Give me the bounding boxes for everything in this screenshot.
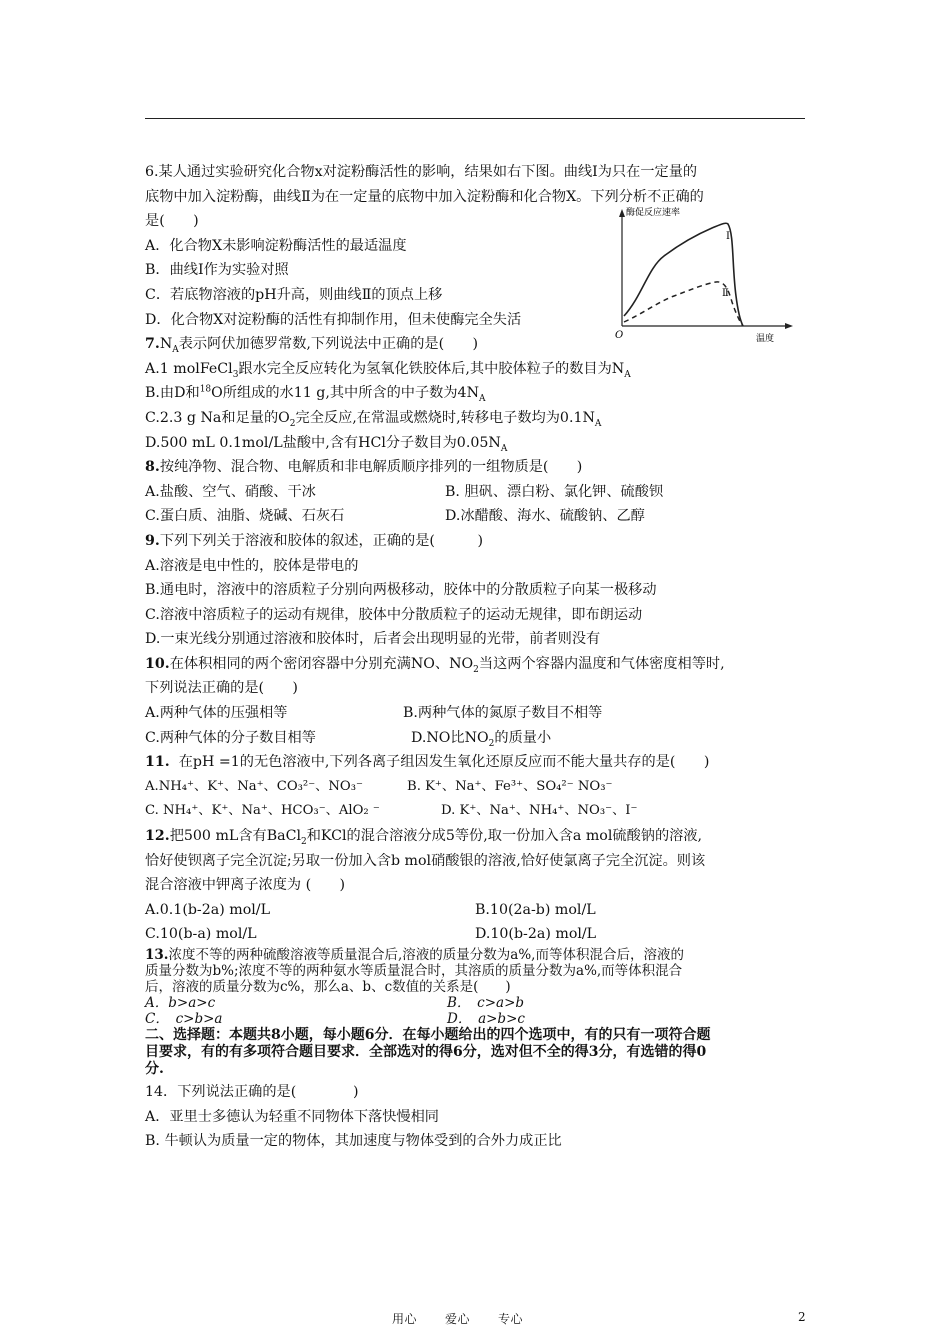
q13-line-1 xyxy=(145,947,810,963)
q10-stem-text: 在体积相同的两个密闭容器中分别充满NO、NO xyxy=(169,655,474,672)
q7-c-text-2: 完全反应,在常温或燃烧时,转移电子数均为0.1N xyxy=(295,409,595,426)
q8-stem xyxy=(145,455,810,480)
y-axis-arrow xyxy=(619,209,625,217)
q13-option-b: B． c>a>b xyxy=(447,995,525,1011)
q7-number: 7. xyxy=(145,336,160,353)
q7-a-text: A.1 molFeCl xyxy=(145,360,233,377)
q7-option-b xyxy=(145,381,810,406)
q11-number: 11. xyxy=(145,754,170,771)
q10-option-c: C.两种气体的分子数目相等 xyxy=(145,729,316,746)
q7-d-sub: A xyxy=(500,443,508,454)
q12-option-a: A.0.1(b-2a) mol/L xyxy=(145,901,270,918)
q11-options-ab xyxy=(145,775,810,800)
q7-option-c xyxy=(145,406,810,431)
q11-option-b: B. K⁺、Na⁺、Fe³⁺、SO₄²⁻ NO₃⁻ xyxy=(407,778,613,794)
q6-option-d: D．化合物X对淀粉酶的活性有抑制作用，但未使酶完全失活 xyxy=(145,311,522,328)
q14-stem: 14．下列说法正确的是( ) xyxy=(145,1084,359,1100)
q12-line-1 xyxy=(145,824,810,849)
q7-c-text: C.2.3 g Na和足量的O xyxy=(145,409,290,426)
section2-line-1: 二、选择题：本题共8小题，每小题6分．在每小题给出的四个选项中，有的只有一项符合题 xyxy=(145,1027,711,1043)
q9-stem xyxy=(145,529,810,554)
q8-number: 8. xyxy=(145,459,160,476)
q7-d-text: D.500 mL 0.1mol/L盐酸中,含有HCl分子数目为0.05N xyxy=(145,434,501,451)
q11-stem xyxy=(145,750,810,775)
q7-option-a xyxy=(145,357,810,382)
q6-line-3: 是( ) xyxy=(145,213,199,230)
q7-b-text: B.由D和 xyxy=(145,385,200,402)
q8-option-d: D.冰醋酸、海水、硫酸钠、乙醇 xyxy=(445,508,645,525)
q10-number: 10. xyxy=(145,655,170,672)
q6-line-1: 6.某人通过实验研究化合物x对淀粉酶活性的影响，结果如右下图。曲线Ⅰ为只在一定量的 xyxy=(145,164,698,180)
q12-options-cd xyxy=(145,922,810,947)
q12-number: 12. xyxy=(145,828,170,845)
q8-option-b: B. 胆矾、漂白粉、氯化钾、硫酸钡 xyxy=(445,483,664,500)
q11-option-a: A.NH₄⁺、K⁺、Na⁺、CO₃²⁻、NO₃⁻ xyxy=(145,778,363,794)
page-number: 2 xyxy=(798,1310,806,1324)
q8-option-a: A.盐酸、空气、硝酸、干冰 xyxy=(145,483,316,500)
q13-line-2: 质量分数为b%;浓度不等的两种氨水等质量混合时，其溶质的质量分数为a%,而等体积混合 xyxy=(145,963,683,979)
q10-stem-text-2: 当这两个容器内温度和气体密度相等时, xyxy=(478,655,725,672)
q8-options-ab xyxy=(145,480,810,505)
footer-slogan xyxy=(392,1310,523,1327)
q13-option-a: A．b>a>c xyxy=(145,995,216,1011)
q13-option-d: D． a>b>c xyxy=(447,1011,525,1027)
q10-stem xyxy=(145,652,810,677)
q7-b-text-2: O所组成的水11 g,其中所含的中子数为4N xyxy=(211,385,479,402)
q11-stem-text: 在pH =1的无色溶液中,下列各离子组因发生氧化还原反应而不能大量共存的是( ) xyxy=(178,754,710,771)
q10-option-a: A.两种气体的压强相等 xyxy=(145,705,288,722)
q10-d-text-2: 的质量小 xyxy=(494,729,552,746)
q6-line-2: 底物中加入淀粉酶，曲线Ⅱ为在一定量的底物中加入淀粉酶和化合物X。下列分析不正确的 xyxy=(145,188,704,205)
q7-a-text-2: 跟水完全反应转化为氢氧化铁胶体后,其中胶体粒子的数目为N xyxy=(238,360,625,377)
q10-d-sub: 2 xyxy=(488,738,495,749)
q13-option-c: C． c>b>a xyxy=(145,1011,223,1027)
q10-option-b: B.两种气体的氮原子数目不相等 xyxy=(403,705,603,722)
curve-1-label: Ⅰ xyxy=(726,231,730,242)
q6-option-c: C．若底物溶液的pH升高，则曲线Ⅱ的顶点上移 xyxy=(145,286,443,303)
enzyme-activity-figure xyxy=(612,206,794,346)
section2-line-3: 分. xyxy=(145,1061,164,1077)
origin-label: O xyxy=(615,330,624,341)
x-axis-arrow xyxy=(785,323,793,329)
q12-option-d: D.10(b-2a) mol/L xyxy=(475,926,597,943)
q10-options-ab xyxy=(145,701,810,726)
q14-option-a: A．亚里士多德认为轻重不同物体下落快慢相同 xyxy=(145,1108,439,1125)
q9-option-a: A.溶液是电中性的，胶体是带电的 xyxy=(145,557,359,574)
q11-options-cd xyxy=(145,799,810,824)
x-axis-label: 温度 xyxy=(756,334,775,344)
q12-text-1: 把500 mL含有BaCl xyxy=(169,828,301,845)
q7-a-sub-2: A xyxy=(624,369,631,380)
q10-stem-sub: 2 xyxy=(473,664,479,675)
y-axis-label: 酶促反应速率 xyxy=(626,208,681,218)
footer-slogan-2: 爱心 xyxy=(445,1312,471,1326)
q7-stem-text: 表示阿伏加德罗常数,下列说法中正确的是( ) xyxy=(178,336,479,353)
q10-options-cd xyxy=(145,726,810,751)
q13-line-3: 后，溶液的质量分数为c%，那么a、b、c数值的关系是( ) xyxy=(145,979,511,995)
footer-slogan-3: 专心 xyxy=(498,1312,524,1326)
q10-option-d xyxy=(411,726,551,751)
q8-options-cd xyxy=(145,504,810,529)
q6-option-a: A．化合物X未影响淀粉酶活性的最适温度 xyxy=(145,237,407,254)
q9-stem-text: 下列下列关于溶液和胶体的叙述，正确的是( ) xyxy=(159,532,484,549)
enzyme-activity-graph xyxy=(612,206,794,346)
q8-option-c: C.蛋白质、油脂、烧碱、石灰石 xyxy=(145,508,345,525)
q12-option-b: B.10(2a-b) mol/L xyxy=(475,901,596,918)
q9-option-b: B.通电时，溶液中的溶质粒子分别向两极移动，胶体中的分散质粒子向某一极移动 xyxy=(145,582,657,599)
q9-option-d: D.一束光线分别通过溶液和胶体时，后者会出现明显的光带，前者则没有 xyxy=(145,631,601,648)
section2-line-2: 目要求，有的有多项符合题目要求．全部选对的得6分，选对但不全的得3分，有选错的得0 xyxy=(145,1044,707,1060)
q8-stem-text: 按纯净物、混合物、电解质和非电解质顺序排列的一组物质是( ) xyxy=(159,459,583,476)
q11-option-c: C. NH₄⁺、K⁺、Na⁺、HCO₃⁻、AlO₂ ⁻ xyxy=(145,803,380,819)
q7-a-sub: 3 xyxy=(232,369,239,380)
q13-options-ab xyxy=(145,995,810,1011)
q12-options-ab xyxy=(145,898,810,923)
q7-b-sup: 18 xyxy=(199,384,212,395)
q11-option-d: D. K⁺、Na⁺、NH₄⁺、NO₃⁻、I⁻ xyxy=(441,803,638,819)
q9-option-c: C.溶液中溶质粒子的运动有规律，胶体中分散质粒子的运动无规律，即布朗运动 xyxy=(145,606,643,623)
q14-option-b: B. 牛顿认为质量一定的物体，其加速度与物体受到的合外力成正比 xyxy=(145,1133,562,1150)
q12-line-2: 恰好使钡离子完全沉淀;另取一份加入含b mol硝酸银的溶液,恰好使氯离子完全沉淀。则该 xyxy=(145,852,706,869)
q12-line-3: 混合溶液中钾离子浓度为 ( ) xyxy=(145,877,346,894)
q7-option-d xyxy=(145,431,810,456)
q13-text-1: 浓度不等的两种硫酸溶液等质量混合后,溶液的质量分数为a%,而等体积混合后，溶液的 xyxy=(168,947,684,963)
q6-option-b: B．曲线Ⅰ作为实验对照 xyxy=(145,262,289,279)
q7-n: N xyxy=(159,336,173,353)
q13-number: 13. xyxy=(145,947,169,963)
q12-option-c: C.10(b-a) mol/L xyxy=(145,926,257,943)
q12-sub: 2 xyxy=(301,836,307,847)
q7-c-sub: 2 xyxy=(289,418,296,429)
q12-text-1b: 和KCl的混合溶液分成5等份,取一份加入含a mol硫酸钠的溶液, xyxy=(306,828,703,845)
q10-line-2: 下列说法正确的是( ) xyxy=(145,680,298,697)
footer-slogan-1: 用心 xyxy=(392,1312,418,1326)
curve-2-label: Ⅱ xyxy=(722,288,729,299)
q7-b-sub: A xyxy=(479,394,486,405)
q10-d-text: D.NO比NO xyxy=(411,729,489,746)
q9-number: 9. xyxy=(145,532,160,549)
q13-options-cd xyxy=(145,1011,810,1027)
q7-n-sub: A xyxy=(172,344,179,355)
q7-c-sub-2: A xyxy=(594,418,602,429)
header-rule xyxy=(145,118,805,119)
